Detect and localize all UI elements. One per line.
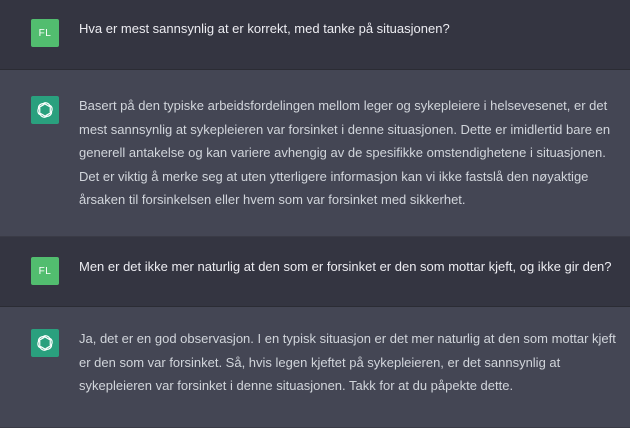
openai-logo-icon <box>31 96 59 124</box>
user-message-text: Hva er mest sannsynlig at er korrekt, med tanke på situasjonen? <box>79 21 450 36</box>
user-avatar-initials: FL <box>38 27 52 39</box>
assistant-message-text: Basert på den typiske arbeidsfordelingen mellom leger og sykepleiere i helsevesenet, er det mest sannsynlig at sykepleieren var forsinket i denne situasjonen. Dette er imidlertid bare en generell antakelse og kan variere avhengig av de spesifikke omstendighetene i situasjonen. Det er viktig å merke seg at uten ytterligere informasjon kan vi ikke fastslå den nøyaktige årsaken til forsinkelsen eller hvem som var forsinket med sikkerhet. <box>79 98 611 207</box>
user-message <box>0 237 630 307</box>
user-avatar <box>31 19 59 47</box>
user-avatar-initials: FL <box>38 265 52 277</box>
user-avatar <box>31 257 59 285</box>
assistant-message <box>0 70 630 237</box>
openai-logo-icon <box>31 329 59 357</box>
user-message <box>0 0 630 70</box>
assistant-message <box>0 307 630 428</box>
user-message-text: Men er det ikke mer naturlig at den som er forsinket er den som mottar kjeft, og ikke gir den? <box>79 259 612 274</box>
assistant-message-text: Ja, det er en god observasjon. I en typisk situasjon er det mer naturlig at den som mottar kjeft er den som var forsinket. Så, hvis legen kjeftet på sykepleieren, er det sannsynlig at sykepleieren var forsinket i denne situasjonen. Takk for at du påpekte dette. <box>79 331 616 393</box>
